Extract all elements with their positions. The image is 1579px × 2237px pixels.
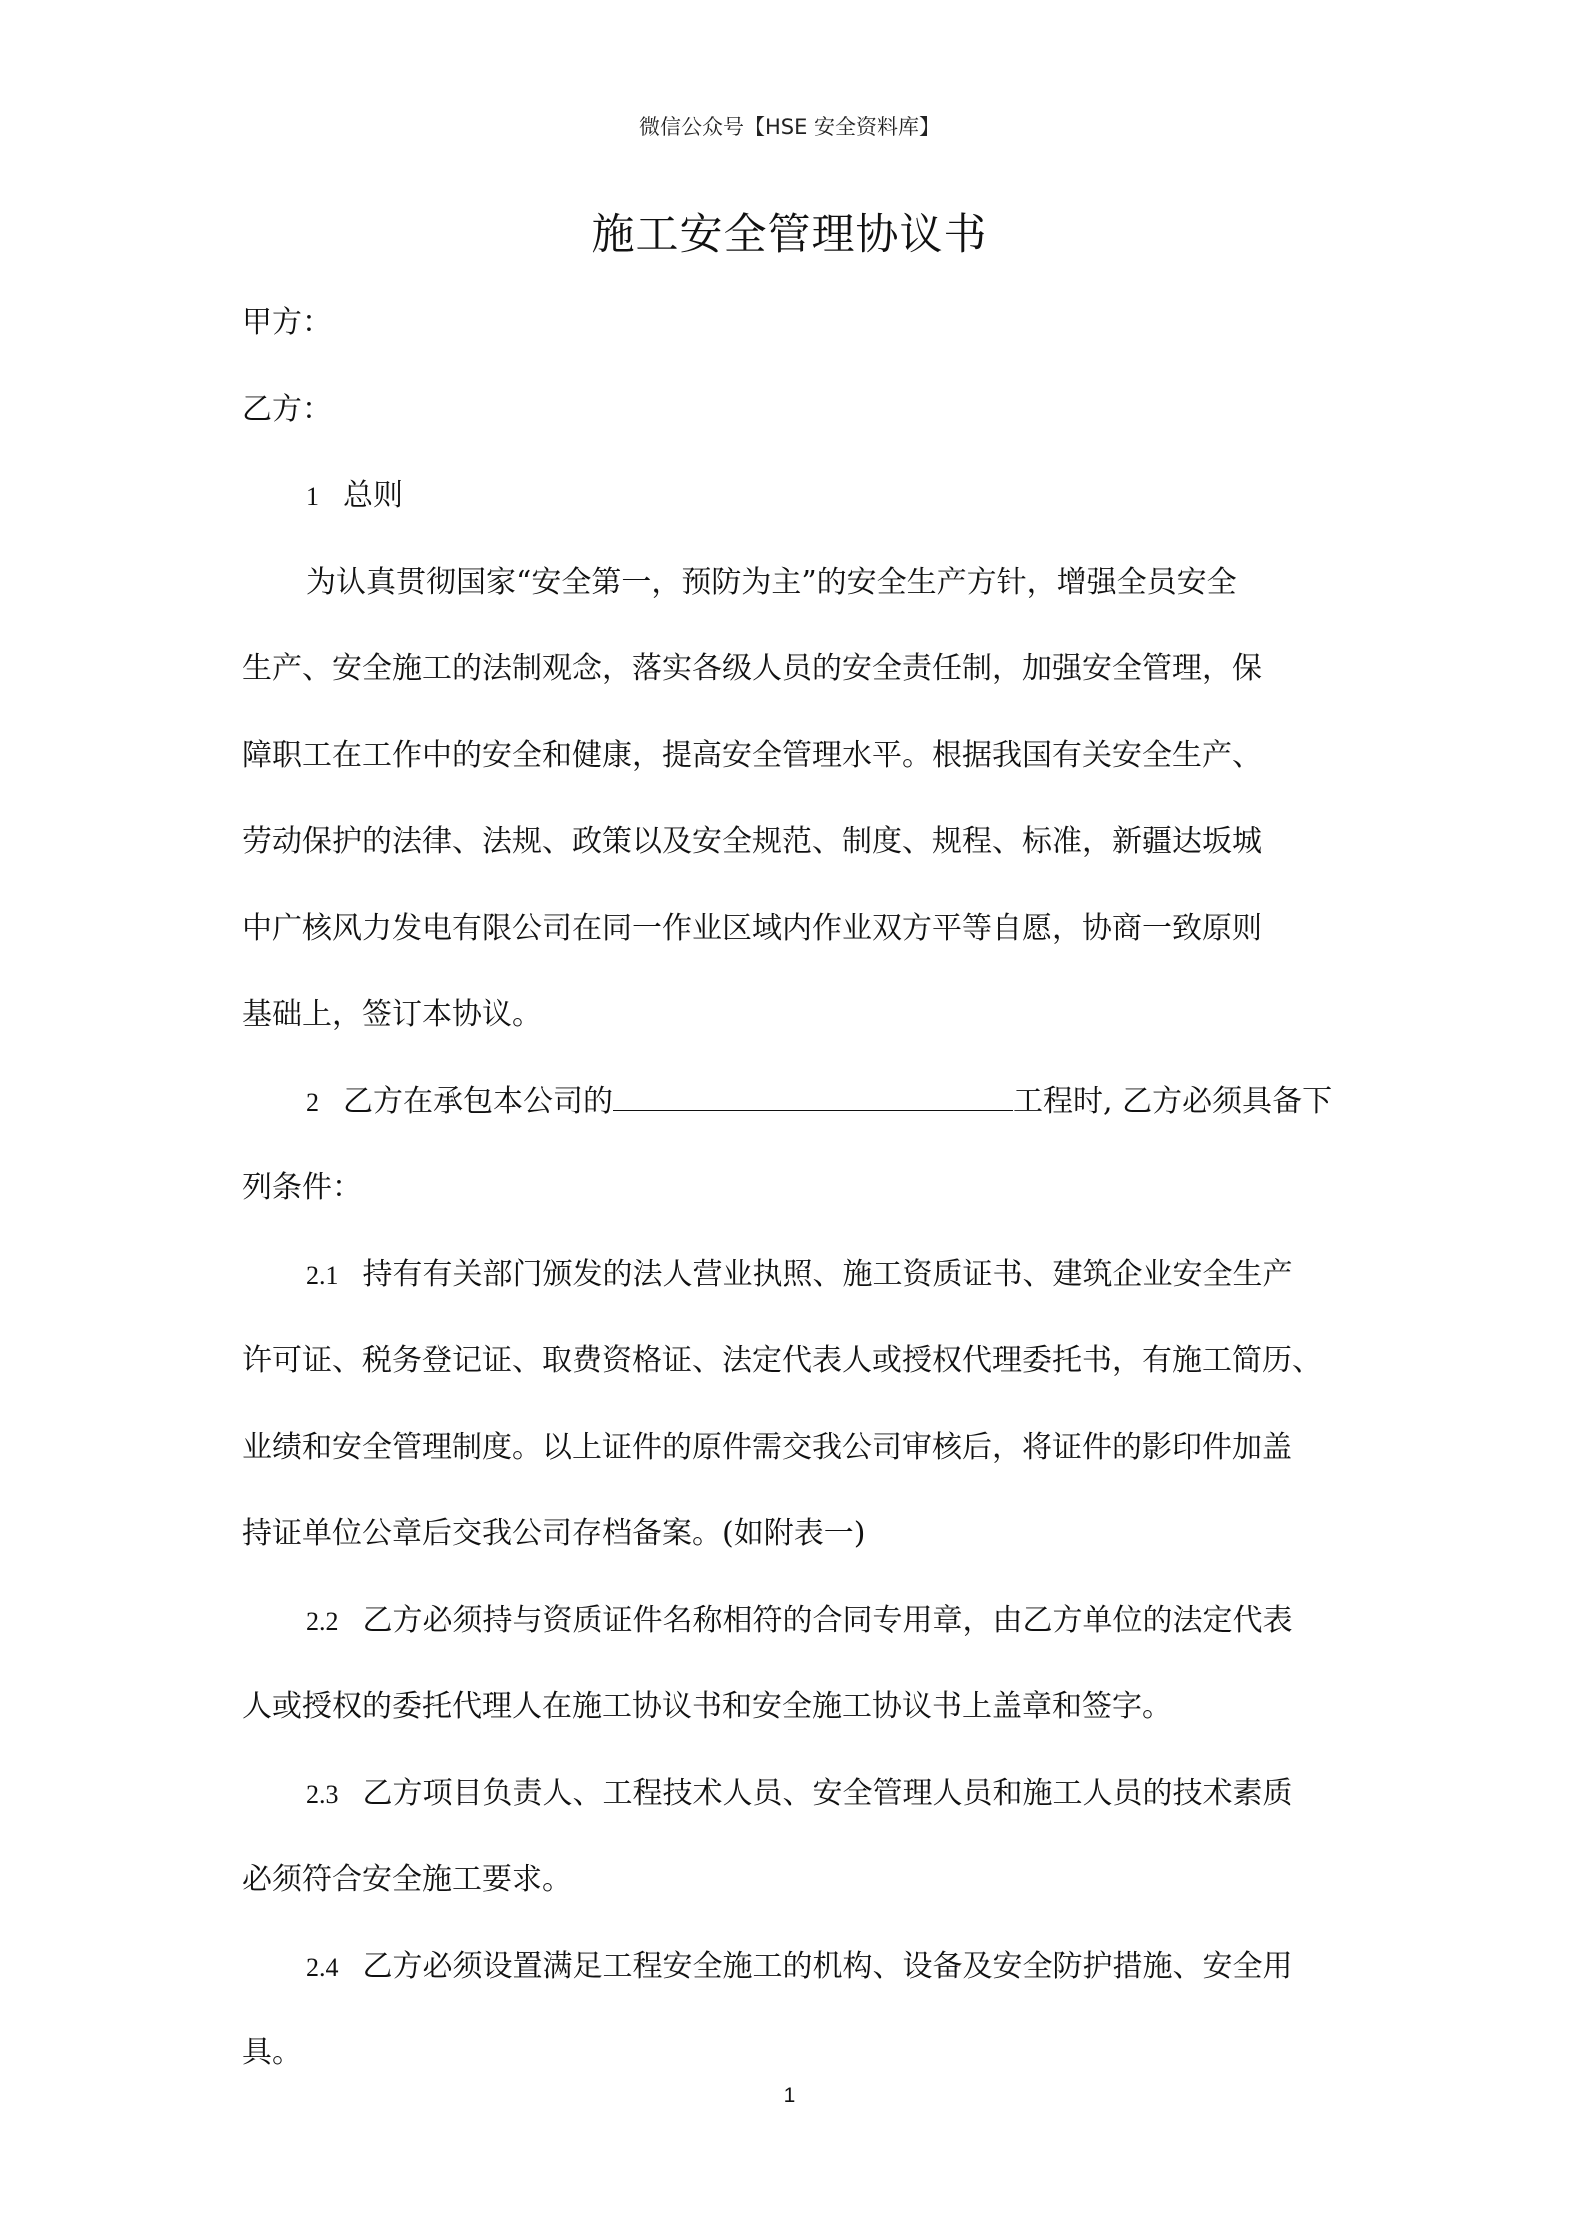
section-2-text-after: 工程时, 乙方必须具备下 — [1013, 1083, 1333, 1119]
paragraph-line: 基础上，签订本协议。 — [242, 997, 542, 1032]
paragraph-line: 具。 — [242, 2035, 302, 2070]
paragraph-line: 障职工在工作中的安全和健康，提高安全管理水平。根据我国有关安全生产、 — [242, 737, 1262, 773]
clause-number: 2.4 — [306, 1952, 339, 1982]
section-2-line — [242, 1059, 1352, 1146]
document-body — [242, 280, 1352, 2097]
paragraph-line: 许可证、税务登记证、取费资格证、法定代表人或授权代理委托书，有施工简历、 — [242, 1343, 1322, 1378]
section-heading-text: 总则 — [343, 478, 403, 513]
paragraph-line: 持证单位公章后交我公司存档备案。(如附表一) — [242, 1516, 866, 1551]
section-number: 2 — [306, 1087, 319, 1117]
clause-2-1-line — [242, 1232, 1352, 1319]
blank-project-name-field[interactable] — [613, 1080, 1013, 1111]
paragraph-line: 列条件： — [242, 1170, 362, 1205]
party-b-line: 乙方： — [242, 391, 332, 427]
page-header: 微信公众号【HSE 安全资料库】 — [638, 115, 941, 139]
clause-text: 乙方必须持与资质证件名称相符的合同专用章，由乙方单位的法定代表 — [362, 1602, 1293, 1638]
section-2-text-before: 乙方在承包本公司的 — [343, 1083, 613, 1119]
section-1-heading — [242, 453, 1352, 540]
paragraph-line: 劳动保护的法律、法规、政策以及安全规范、制度、规程、标准，新疆达坂城 — [242, 824, 1262, 859]
paragraph-line: 中广核风力发电有限公司在同一作业区域内作业双方平等自愿，协商一致原则 — [242, 910, 1262, 946]
paragraph-line: 生产、安全施工的法制观念，落实各级人员的安全责任制，加强安全管理，保 — [242, 651, 1262, 686]
party-a-line: 甲方： — [242, 305, 332, 340]
clause-number: 2.1 — [306, 1260, 339, 1290]
clause-text: 持有有关部门颁发的法人营业执照、施工资质证书、建筑企业安全生产 — [362, 1256, 1293, 1292]
clause-2-2-line — [242, 1578, 1352, 1665]
paragraph-line: 必须符合安全施工要求。 — [242, 1862, 572, 1897]
section-number: 1 — [306, 482, 319, 511]
clause-text: 乙方必须设置满足工程安全施工的机构、设备及安全防护措施、安全用 — [362, 1948, 1293, 1984]
clause-2-4-line — [242, 1924, 1352, 2011]
document-title: 施工安全管理协议书 — [591, 210, 988, 260]
clause-number: 2.3 — [306, 1779, 339, 1809]
paragraph-line: 业绩和安全管理制度。以上证件的原件需交我公司审核后，将证件的影印件加盖 — [242, 1429, 1292, 1465]
clause-number: 2.2 — [306, 1606, 339, 1636]
paragraph-line: 为认真贯彻国家“安全第一，预防为主”的安全生产方针，增强全员安全 — [306, 564, 1237, 600]
paragraph-line: 人或授权的委托代理人在施工协议书和安全施工协议书上盖章和签字。 — [242, 1689, 1172, 1724]
page-number: 1 — [783, 2084, 796, 2107]
clause-2-3-line — [242, 1751, 1352, 1838]
clause-text: 乙方项目负责人、工程技术人员、安全管理人员和施工人员的技术素质 — [362, 1775, 1293, 1811]
